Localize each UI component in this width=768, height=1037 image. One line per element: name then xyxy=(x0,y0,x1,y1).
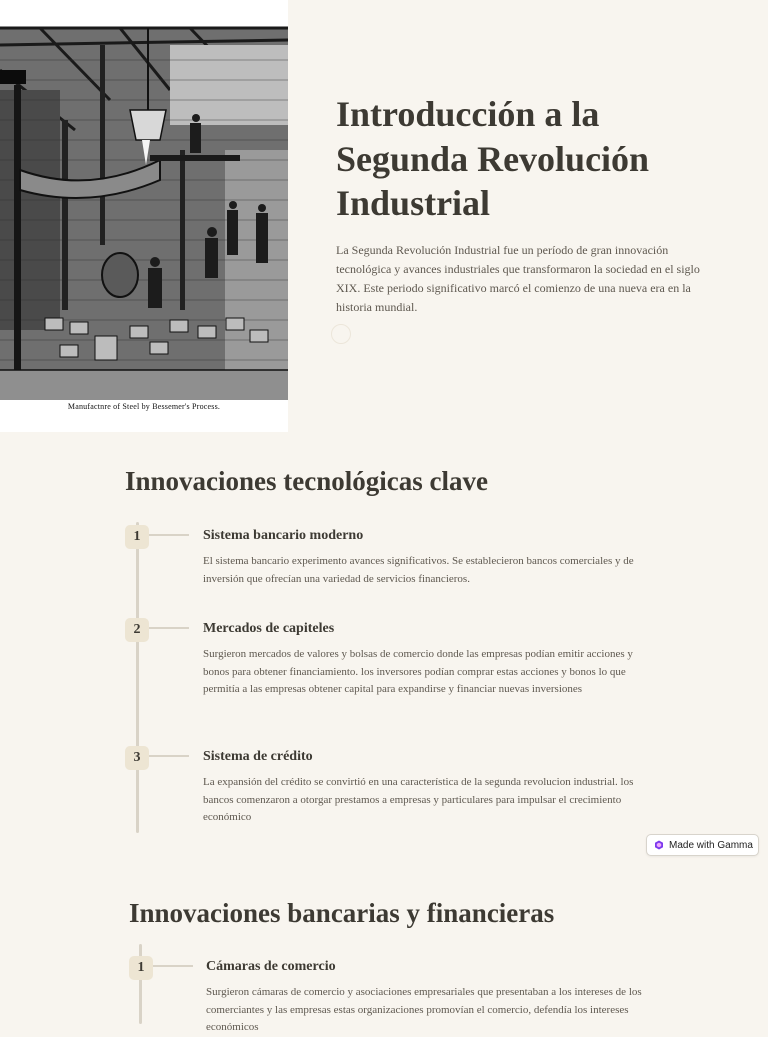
hero-illustration xyxy=(0,0,288,432)
step-heading: Cámaras de comercio xyxy=(206,959,336,974)
timeline-connector xyxy=(149,755,189,757)
timeline-rail xyxy=(136,522,139,833)
step-description: La expansión del crédito se convirtió en una característica de la segunda revolucion industrial. los bancos comenzaron a otorgar prestamos a empresas y particulares para impulsar el crecimiento económico xyxy=(203,776,634,824)
illustration-caption: Manufactnre of Steel by Bessemer's Process. xyxy=(67,402,221,411)
step-description: El sistema bancario experimento avances significativos. Se establecieron bancos comerciales y de inversión que ofrecían una variedad de servicios financieros. xyxy=(203,555,634,585)
step-description: Surgieron cámaras de comercio y asociaciones empresariales que presentaban a los intereses de los comerciantes y las empresas estas organizaciones promovían el comercio, defendía los intereses económicos xyxy=(206,986,642,1034)
badge-label: Made with Gamma xyxy=(669,839,753,851)
gamma-logo-icon xyxy=(654,840,664,850)
step-heading: Sistema de crédito xyxy=(203,749,313,764)
step-heading: Sistema bancario moderno xyxy=(203,528,364,543)
section-title-tech: Innovaciones tecnológicas clave xyxy=(125,466,488,496)
step-number-badge: 1 xyxy=(125,525,149,549)
timeline-connector xyxy=(149,627,189,629)
page-title: Introducción a la Segunda Revolución Industrial xyxy=(336,94,650,223)
made-with-gamma-badge[interactable] xyxy=(646,834,759,856)
timeline-connector xyxy=(149,534,189,536)
step-number-badge: 2 xyxy=(125,618,149,642)
intro-paragraph: La Segunda Revolución Industrial fue un período de gran innovación tecnológica y avances industriales que transformaron la sociedad en el siglo XIX. Este periodo significativo marcó el comienzo de una nueva era en la historia mundial. xyxy=(336,243,700,314)
step-number-badge: 1 xyxy=(129,956,153,980)
step-heading: Mercados de capiteles xyxy=(203,621,335,636)
step-description: Surgieron mercados de valores y bolsas de comercio donde las empresas podían emitir acciones y bonos para obtener financiamiento. los inversores podían comprar estas acciones y bonos lo que permitía a las empresas obtener capital para expandirse y financiar nuevas inversiones xyxy=(203,648,633,696)
step-number-badge: 3 xyxy=(125,746,149,770)
section-title-banking: Innovaciones bancarias y financieras xyxy=(129,898,555,928)
bessemer-engraving xyxy=(0,0,288,400)
timeline-connector xyxy=(153,965,193,967)
decorative-ring xyxy=(331,324,351,344)
